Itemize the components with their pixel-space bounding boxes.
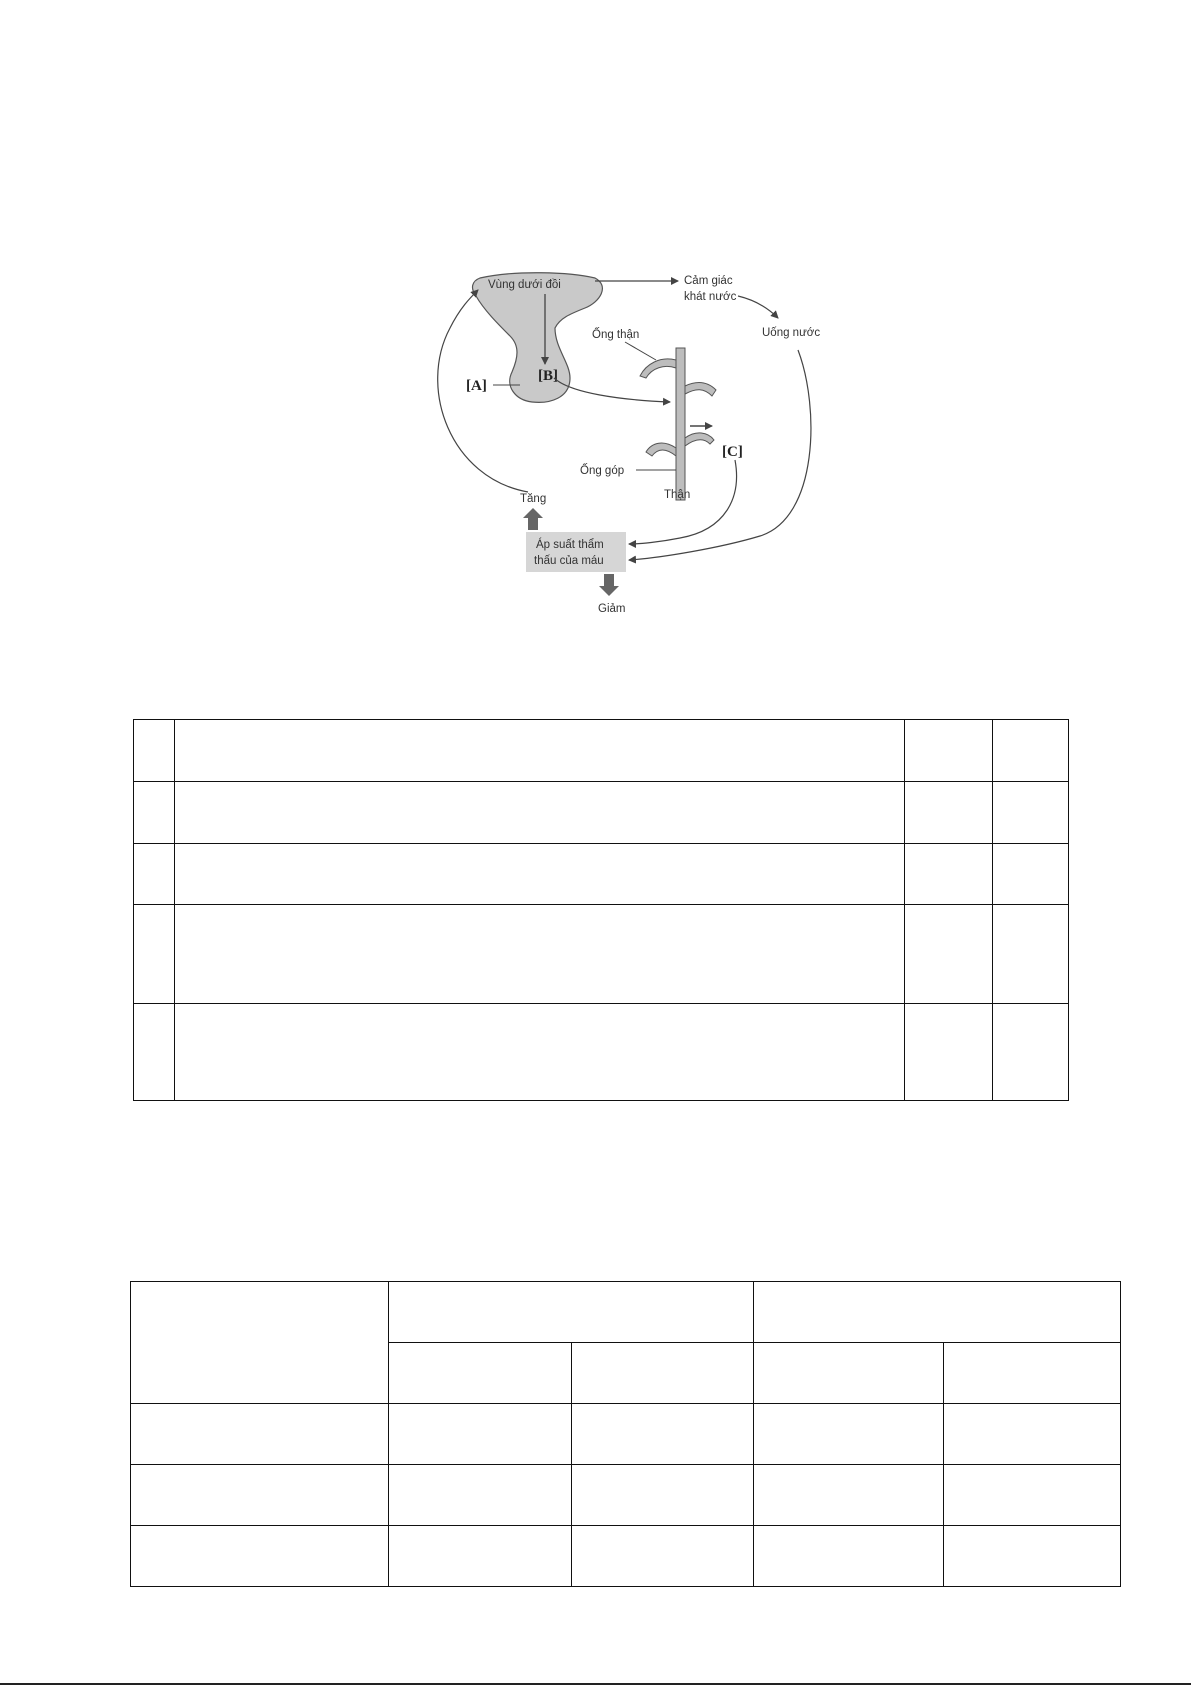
water-balance-diagram <box>420 268 850 624</box>
table-row <box>131 1526 1121 1587</box>
table-cell <box>388 1404 571 1465</box>
subheader-cell <box>388 1343 571 1404</box>
drink-label: Uống nước <box>762 327 821 339</box>
false-cell[interactable] <box>993 782 1069 844</box>
kidney-label: Thận <box>664 489 691 501</box>
table-cell <box>131 1465 389 1526</box>
statement-cell <box>174 720 904 782</box>
false-cell[interactable] <box>993 1004 1069 1101</box>
table-row <box>134 844 1069 905</box>
false-cell[interactable] <box>993 720 1069 782</box>
row-number <box>134 1004 175 1101</box>
marker-a: [A] <box>466 378 487 394</box>
true-cell[interactable] <box>905 720 993 782</box>
row-number <box>134 720 175 782</box>
table-row <box>134 1004 1069 1101</box>
table-cell <box>388 1465 571 1526</box>
table-cell <box>131 1404 389 1465</box>
statement-cell <box>174 1004 904 1101</box>
false-cell[interactable] <box>993 844 1069 905</box>
table-cell <box>131 1526 389 1587</box>
table-cell <box>944 1404 1121 1465</box>
row-header-cell <box>131 1282 389 1404</box>
osmotic-label-line2: thấu của máu <box>534 555 604 567</box>
row-number <box>134 844 175 905</box>
table-row <box>134 905 1069 1004</box>
true-cell[interactable] <box>905 844 993 905</box>
table-header-row <box>131 1282 1121 1343</box>
table-row <box>134 720 1069 782</box>
table-row <box>134 782 1069 844</box>
subheader-cell <box>754 1343 944 1404</box>
marker-b: [B] <box>538 368 558 384</box>
true-cell[interactable] <box>905 1004 993 1101</box>
statement-cell <box>174 905 904 1004</box>
increase-label: Tăng <box>520 493 547 505</box>
table-cell <box>388 1526 571 1587</box>
collecting-duct-label: Ống góp <box>580 465 625 477</box>
nephron-tube-label: Ống thận <box>592 329 640 341</box>
table-cell <box>571 1526 754 1587</box>
hypothalamus-label: Vùng dưới đồi <box>488 279 561 291</box>
true-false-table <box>133 719 1069 1101</box>
table-cell <box>944 1465 1121 1526</box>
group-header-1 <box>388 1282 754 1343</box>
diagram-background <box>422 270 848 622</box>
subheader-cell <box>944 1343 1121 1404</box>
row-number <box>134 782 175 844</box>
row-number <box>134 905 175 1004</box>
table-cell <box>754 1526 944 1587</box>
marker-c: [C] <box>722 444 743 460</box>
table-cell <box>754 1465 944 1526</box>
table-cell <box>754 1404 944 1465</box>
group-header-2 <box>754 1282 1121 1343</box>
true-cell[interactable] <box>905 905 993 1004</box>
osmotic-label-line1: Áp suất thẩm <box>536 539 604 551</box>
table-row <box>131 1404 1121 1465</box>
data-table <box>130 1281 1121 1587</box>
true-cell[interactable] <box>905 782 993 844</box>
table-cell <box>571 1404 754 1465</box>
false-cell[interactable] <box>993 905 1069 1004</box>
table-cell <box>571 1465 754 1526</box>
thirst-label-line1: Cảm giác <box>684 275 733 287</box>
table-row <box>131 1465 1121 1526</box>
table-cell <box>944 1526 1121 1587</box>
statement-cell <box>174 782 904 844</box>
diagram-svg <box>420 268 850 624</box>
statement-cell <box>174 844 904 905</box>
thirst-label-line2: khát nước <box>684 291 737 303</box>
decrease-label: Giảm <box>598 603 626 615</box>
subheader-cell <box>571 1343 754 1404</box>
collecting-duct-shape <box>676 348 685 500</box>
